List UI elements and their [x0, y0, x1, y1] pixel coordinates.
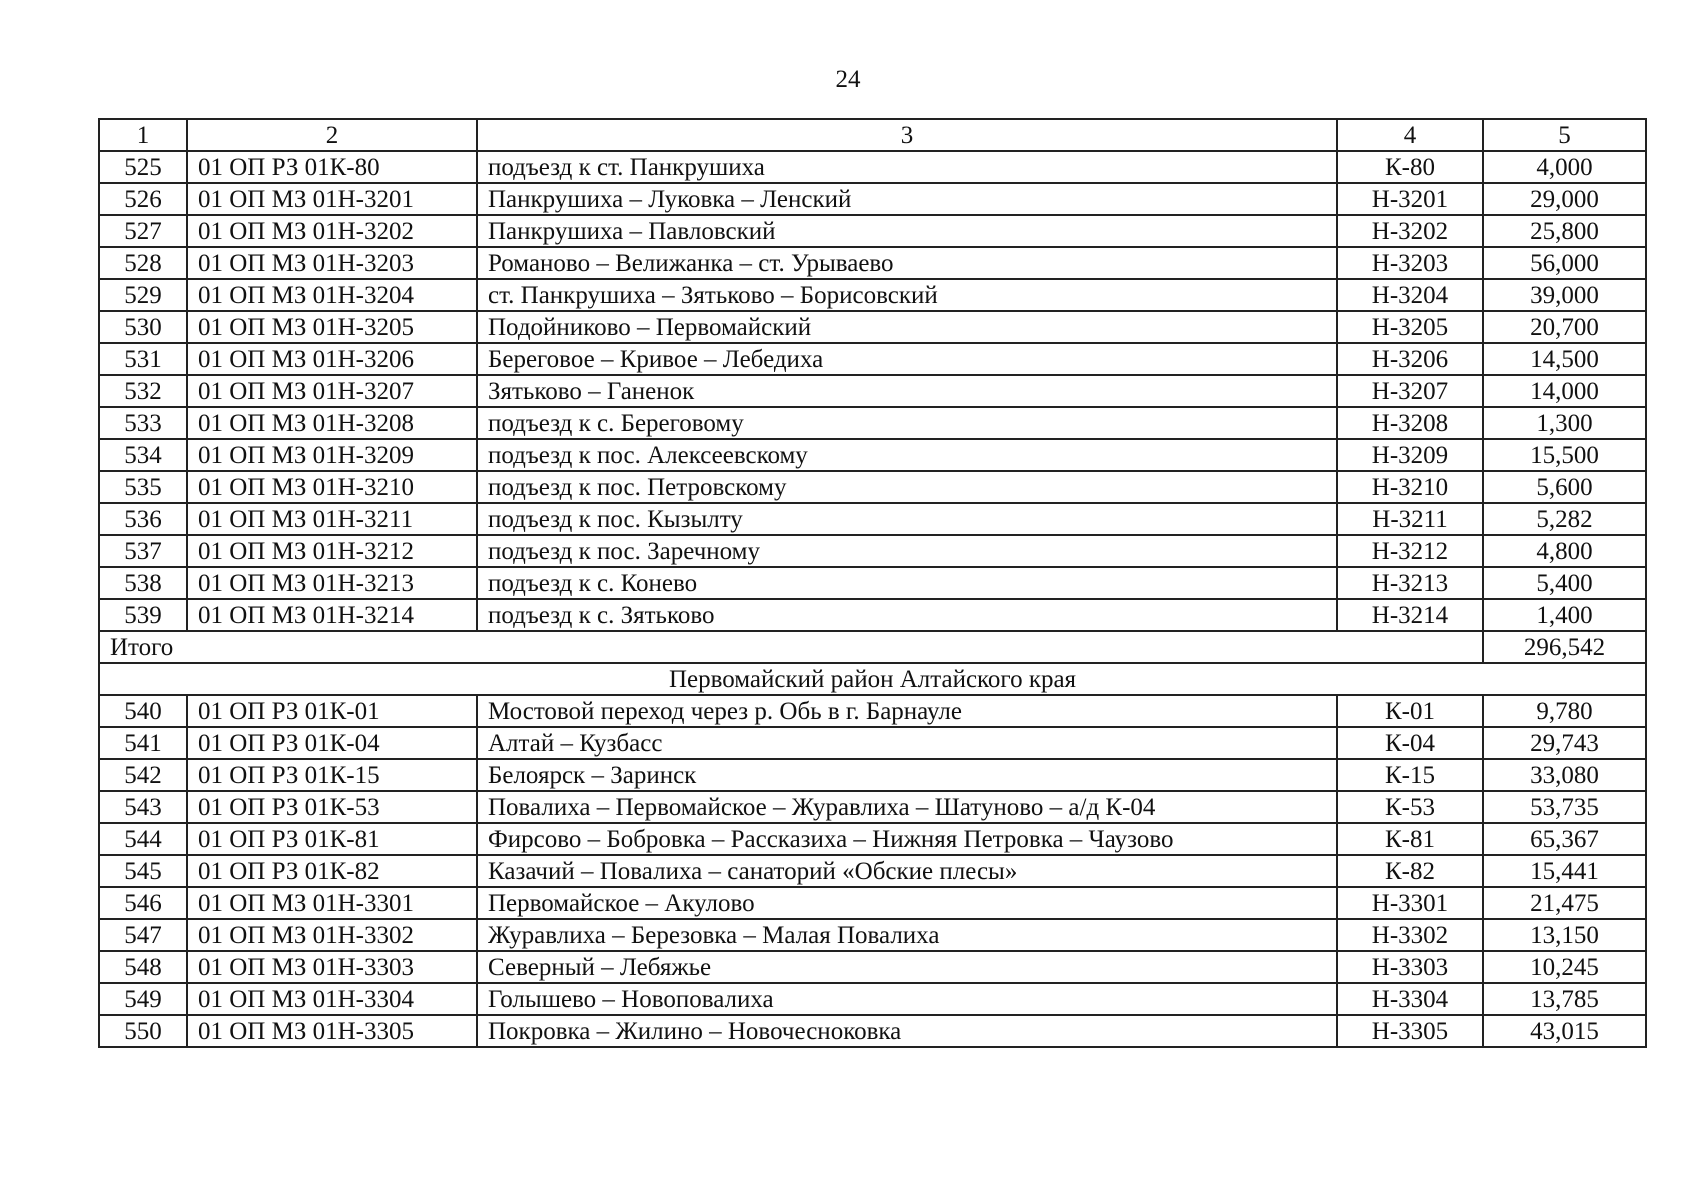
- road-code: 01 ОП МЗ 01Н-3213: [187, 567, 477, 599]
- road-code: 01 ОП МЗ 01Н-3208: [187, 407, 477, 439]
- table-row: [99, 727, 1646, 759]
- road-name: подъезд к пос. Алексеевскому: [477, 439, 1337, 471]
- row-number: 544: [99, 823, 187, 855]
- table-row: [99, 695, 1646, 727]
- road-length: 53,735: [1483, 791, 1646, 823]
- row-number: 547: [99, 919, 187, 951]
- road-code: 01 ОП МЗ 01Н-3214: [187, 599, 477, 631]
- road-code: 01 ОП МЗ 01Н-3302: [187, 919, 477, 951]
- table-row: [99, 759, 1646, 791]
- total-value: 296,542: [1483, 631, 1646, 663]
- table-row: [99, 439, 1646, 471]
- road-length: 33,080: [1483, 759, 1646, 791]
- road-name: подъезд к пос. Кызылту: [477, 503, 1337, 535]
- table-row: [99, 215, 1646, 247]
- road-length: 5,400: [1483, 567, 1646, 599]
- road-length: 14,000: [1483, 375, 1646, 407]
- road-name: Мостовой переход через р. Обь в г. Барнауле: [477, 695, 1337, 727]
- road-length: 9,780: [1483, 695, 1646, 727]
- road-index: Н-3202: [1337, 215, 1483, 247]
- road-length: 20,700: [1483, 311, 1646, 343]
- road-index: Н-3301: [1337, 887, 1483, 919]
- road-length: 13,150: [1483, 919, 1646, 951]
- row-number: 536: [99, 503, 187, 535]
- road-index: Н-3206: [1337, 343, 1483, 375]
- table-row: [99, 471, 1646, 503]
- road-code: 01 ОП РЗ 01К-15: [187, 759, 477, 791]
- row-number: 545: [99, 855, 187, 887]
- road-name: подъезд к пос. Заречному: [477, 535, 1337, 567]
- page-number: 24: [835, 66, 861, 93]
- road-length: 1,300: [1483, 407, 1646, 439]
- road-length: 14,500: [1483, 343, 1646, 375]
- road-length: 29,743: [1483, 727, 1646, 759]
- road-name: Покровка – Жилино – Новочесноковка: [477, 1015, 1337, 1047]
- road-length: 5,282: [1483, 503, 1646, 535]
- road-index: Н-3212: [1337, 535, 1483, 567]
- row-number: 526: [99, 183, 187, 215]
- table-row: [99, 535, 1646, 567]
- road-length: 4,000: [1483, 151, 1646, 183]
- road-index: К-01: [1337, 695, 1483, 727]
- row-number: 531: [99, 343, 187, 375]
- table-row: [99, 503, 1646, 535]
- row-number: 530: [99, 311, 187, 343]
- road-index: К-82: [1337, 855, 1483, 887]
- row-number: 539: [99, 599, 187, 631]
- road-length: 15,441: [1483, 855, 1646, 887]
- table-row: [99, 919, 1646, 951]
- road-index: Н-3304: [1337, 983, 1483, 1015]
- table-row: [99, 599, 1646, 631]
- road-name: Северный – Лебяжье: [477, 951, 1337, 983]
- road-code: 01 ОП МЗ 01Н-3203: [187, 247, 477, 279]
- table-row: [99, 855, 1646, 887]
- table-row: [99, 1015, 1646, 1047]
- road-code: 01 ОП МЗ 01Н-3304: [187, 983, 477, 1015]
- road-index: Н-3204: [1337, 279, 1483, 311]
- row-number: 534: [99, 439, 187, 471]
- row-number: 546: [99, 887, 187, 919]
- road-length: 4,800: [1483, 535, 1646, 567]
- road-code: 01 ОП МЗ 01Н-3202: [187, 215, 477, 247]
- road-name: подъезд к с. Зятьково: [477, 599, 1337, 631]
- table-row: [99, 183, 1646, 215]
- road-code: 01 ОП МЗ 01Н-3211: [187, 503, 477, 535]
- header-cell-4: 4: [1337, 119, 1483, 151]
- road-length: 43,015: [1483, 1015, 1646, 1047]
- total-label: Итого: [99, 631, 1483, 663]
- row-number: 532: [99, 375, 187, 407]
- road-index: Н-3210: [1337, 471, 1483, 503]
- table-row: [99, 151, 1646, 183]
- road-name: Повалиха – Первомайское – Журавлиха – Шатуново – а/д К-04: [477, 791, 1337, 823]
- road-length: 21,475: [1483, 887, 1646, 919]
- road-code: 01 ОП МЗ 01Н-3303: [187, 951, 477, 983]
- road-name: Береговое – Кривое – Лебедиха: [477, 343, 1337, 375]
- table-row: [99, 311, 1646, 343]
- road-name: Фирсово – Бобровка – Рассказиха – Нижняя Петровка – Чаузово: [477, 823, 1337, 855]
- road-code: 01 ОП МЗ 01Н-3206: [187, 343, 477, 375]
- road-code: 01 ОП РЗ 01К-04: [187, 727, 477, 759]
- header-cell-2: 2: [187, 119, 477, 151]
- row-number: 528: [99, 247, 187, 279]
- row-number: 527: [99, 215, 187, 247]
- road-name: Романово – Велижанка – ст. Урываево: [477, 247, 1337, 279]
- road-name: подъезд к ст. Панкрушиха: [477, 151, 1337, 183]
- road-code: 01 ОП МЗ 01Н-3212: [187, 535, 477, 567]
- header-row: [99, 119, 1646, 151]
- road-index: К-15: [1337, 759, 1483, 791]
- road-name: Казачий – Повалиха – санаторий «Обские плесы»: [477, 855, 1337, 887]
- row-number: 533: [99, 407, 187, 439]
- road-name: Голышево – Новоповалиха: [477, 983, 1337, 1015]
- road-length: 10,245: [1483, 951, 1646, 983]
- road-length: 65,367: [1483, 823, 1646, 855]
- road-index: Н-3201: [1337, 183, 1483, 215]
- road-code: 01 ОП МЗ 01Н-3210: [187, 471, 477, 503]
- road-code: 01 ОП МЗ 01Н-3305: [187, 1015, 477, 1047]
- road-name: Панкрушиха – Луковка – Ленский: [477, 183, 1337, 215]
- road-index: Н-3303: [1337, 951, 1483, 983]
- table-body: [99, 119, 1646, 1047]
- table-row: [99, 247, 1646, 279]
- road-name: Зятьково – Ганенок: [477, 375, 1337, 407]
- road-index: К-80: [1337, 151, 1483, 183]
- road-name: Подойниково – Первомайский: [477, 311, 1337, 343]
- row-number: 542: [99, 759, 187, 791]
- table-row: [99, 407, 1646, 439]
- road-name: подъезд к пос. Петровскому: [477, 471, 1337, 503]
- road-index: Н-3305: [1337, 1015, 1483, 1047]
- row-number: 541: [99, 727, 187, 759]
- road-index: Н-3214: [1337, 599, 1483, 631]
- road-name: подъезд к с. Береговому: [477, 407, 1337, 439]
- row-number: 543: [99, 791, 187, 823]
- road-index: Н-3209: [1337, 439, 1483, 471]
- road-code: 01 ОП РЗ 01К-81: [187, 823, 477, 855]
- road-code: 01 ОП МЗ 01Н-3204: [187, 279, 477, 311]
- road-index: Н-3302: [1337, 919, 1483, 951]
- road-name: Алтай – Кузбасс: [477, 727, 1337, 759]
- road-index: Н-3211: [1337, 503, 1483, 535]
- road-index: Н-3208: [1337, 407, 1483, 439]
- road-length: 56,000: [1483, 247, 1646, 279]
- row-number: 550: [99, 1015, 187, 1047]
- table-row: [99, 279, 1646, 311]
- road-index: К-53: [1337, 791, 1483, 823]
- table-row: [99, 951, 1646, 983]
- row-number: 549: [99, 983, 187, 1015]
- road-code: 01 ОП РЗ 01К-80: [187, 151, 477, 183]
- table-row: [99, 375, 1646, 407]
- road-length: 15,500: [1483, 439, 1646, 471]
- road-length: 1,400: [1483, 599, 1646, 631]
- total-row: [99, 631, 1646, 663]
- road-name: ст. Панкрушиха – Зятьково – Борисовский: [477, 279, 1337, 311]
- road-code: 01 ОП МЗ 01Н-3207: [187, 375, 477, 407]
- row-number: 538: [99, 567, 187, 599]
- section-row: [99, 663, 1646, 695]
- road-code: 01 ОП МЗ 01Н-3205: [187, 311, 477, 343]
- road-code: 01 ОП РЗ 01К-53: [187, 791, 477, 823]
- table-row: [99, 983, 1646, 1015]
- road-code: 01 ОП МЗ 01Н-3209: [187, 439, 477, 471]
- road-length: 13,785: [1483, 983, 1646, 1015]
- row-number: 540: [99, 695, 187, 727]
- road-length: 25,800: [1483, 215, 1646, 247]
- road-index: Н-3213: [1337, 567, 1483, 599]
- road-name: Первомайское – Акулово: [477, 887, 1337, 919]
- road-length: 5,600: [1483, 471, 1646, 503]
- row-number: 535: [99, 471, 187, 503]
- road-code: 01 ОП РЗ 01К-01: [187, 695, 477, 727]
- table-row: [99, 791, 1646, 823]
- road-code: 01 ОП МЗ 01Н-3301: [187, 887, 477, 919]
- row-number: 548: [99, 951, 187, 983]
- row-number: 537: [99, 535, 187, 567]
- road-index: К-04: [1337, 727, 1483, 759]
- road-name: Панкрушиха – Павловский: [477, 215, 1337, 247]
- road-code: 01 ОП МЗ 01Н-3201: [187, 183, 477, 215]
- road-name: подъезд к с. Конево: [477, 567, 1337, 599]
- road-index: Н-3203: [1337, 247, 1483, 279]
- table-row: [99, 887, 1646, 919]
- header-cell-3: 3: [477, 119, 1337, 151]
- road-length: 39,000: [1483, 279, 1646, 311]
- road-length: 29,000: [1483, 183, 1646, 215]
- header-cell-1: 1: [99, 119, 187, 151]
- road-index: К-81: [1337, 823, 1483, 855]
- section-title: Первомайский район Алтайского края: [99, 663, 1646, 695]
- row-number: 525: [99, 151, 187, 183]
- row-number: 529: [99, 279, 187, 311]
- table-row: [99, 567, 1646, 599]
- roads-table: [98, 118, 1647, 1048]
- road-index: Н-3207: [1337, 375, 1483, 407]
- table-row: [99, 823, 1646, 855]
- header-cell-5: 5: [1483, 119, 1646, 151]
- road-index: Н-3205: [1337, 311, 1483, 343]
- table-row: [99, 343, 1646, 375]
- road-name: Журавлиха – Березовка – Малая Повалиха: [477, 919, 1337, 951]
- road-code: 01 ОП РЗ 01К-82: [187, 855, 477, 887]
- road-name: Белоярск – Заринск: [477, 759, 1337, 791]
